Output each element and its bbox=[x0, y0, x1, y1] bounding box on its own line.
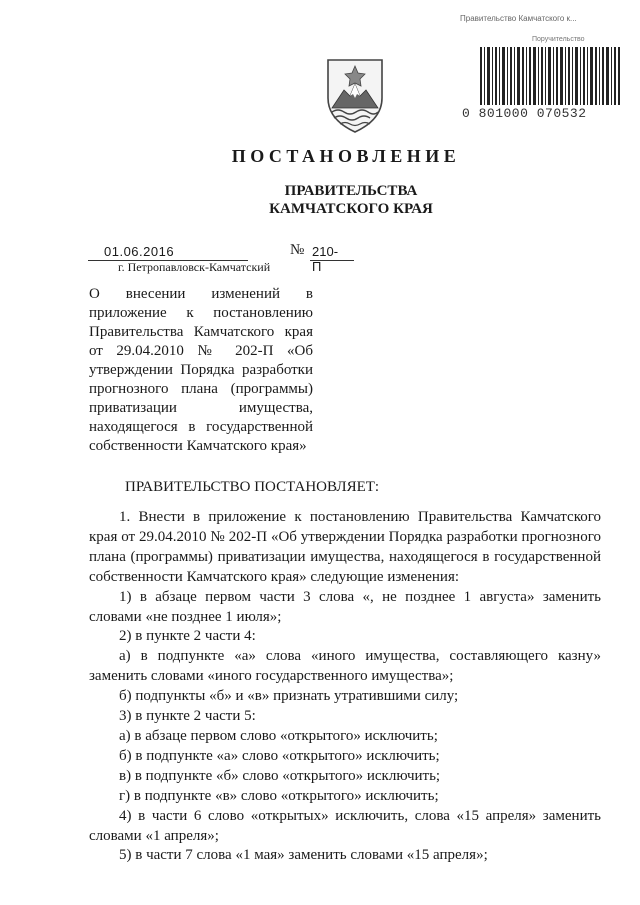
body-paragraph: б) подпункты «б» и «в» признать утратившими силу; bbox=[119, 688, 459, 705]
subject-text: О внесении изменений в приложение к постановлению Правительства Камчатского края от 29.04.2010 № 202-П «Об утверждении Порядка разработки прогнозного плана (программы) приватизации имущества, находящегося в государственной собственности Камчатского края» bbox=[89, 286, 313, 454]
body-paragraph: в) в подпункте «б» слово «открытого» исключить; bbox=[119, 767, 441, 784]
body-paragraph: 2) в пункте 2 части 4: bbox=[119, 628, 256, 645]
authority-line-2: КАМЧАТСКОГО КРАЯ bbox=[269, 201, 433, 217]
stamp-subtitle: Поручительство bbox=[532, 36, 585, 43]
resolves-heading: ПРАВИТЕЛЬСТВО ПОСТАНОВЛЯЕТ: bbox=[125, 479, 380, 495]
body-paragraph: 1) в абзаце первом части 3 слова «, не позднее 1 августа» заменить словами «не позднее 1 июля»; bbox=[89, 588, 601, 625]
body-paragraph: 1. Внести в приложение к постановлению Правительства Камчатского края от 29.04.2010 № 202-П «Об утверждении Порядка разработки прогнозного плана (программы) приватизации имущества, находящегося в государственной собственности Камчатского края» следующие изменения: bbox=[89, 509, 601, 585]
registration-stamp bbox=[440, 14, 630, 124]
body-paragraph: г) в подпункте «в» слово «открытого» исключить; bbox=[119, 787, 439, 804]
body-paragraph: а) в подпункте «а» слова «иного имущества, составляющего казну» заменить словами «иного государственного имущества»; bbox=[89, 648, 601, 685]
body-paragraph: 3) в пункте 2 части 5: bbox=[119, 708, 256, 725]
barcode-number: 0 801000 070532 bbox=[462, 106, 587, 121]
authority-line-1: ПРАВИТЕЛЬСТВА bbox=[284, 183, 418, 199]
document-body bbox=[89, 508, 601, 866]
kamchatka-coat-of-arms-icon bbox=[322, 54, 388, 134]
body-paragraph: а) в абзаце первом слово «открытого» исключить; bbox=[119, 727, 438, 744]
document-subject bbox=[89, 285, 313, 456]
number-underline bbox=[310, 260, 354, 261]
document-type-title: ПОСТАНОВЛЕНИЕ bbox=[231, 146, 461, 166]
barcode-icon bbox=[480, 47, 620, 105]
document-number: 210-П bbox=[312, 244, 339, 274]
body-paragraph: 4) в части 6 слово «открытых» исключить, слова «15 апреля» заменить словами «1 апреля»; bbox=[89, 807, 601, 844]
stamp-title: Правительство Камчатского к... bbox=[460, 14, 577, 23]
body-paragraph: б) в подпункте «а» слово «открытого» исключить; bbox=[119, 747, 440, 764]
document-date: 01.06.2016 bbox=[104, 244, 175, 259]
number-sign: № bbox=[290, 242, 305, 258]
body-paragraph: 5) в части 7 слова «1 мая» заменить словами «15 апреля»; bbox=[119, 847, 488, 864]
document-city: г. Петропавловск-Камчатский bbox=[118, 260, 271, 274]
